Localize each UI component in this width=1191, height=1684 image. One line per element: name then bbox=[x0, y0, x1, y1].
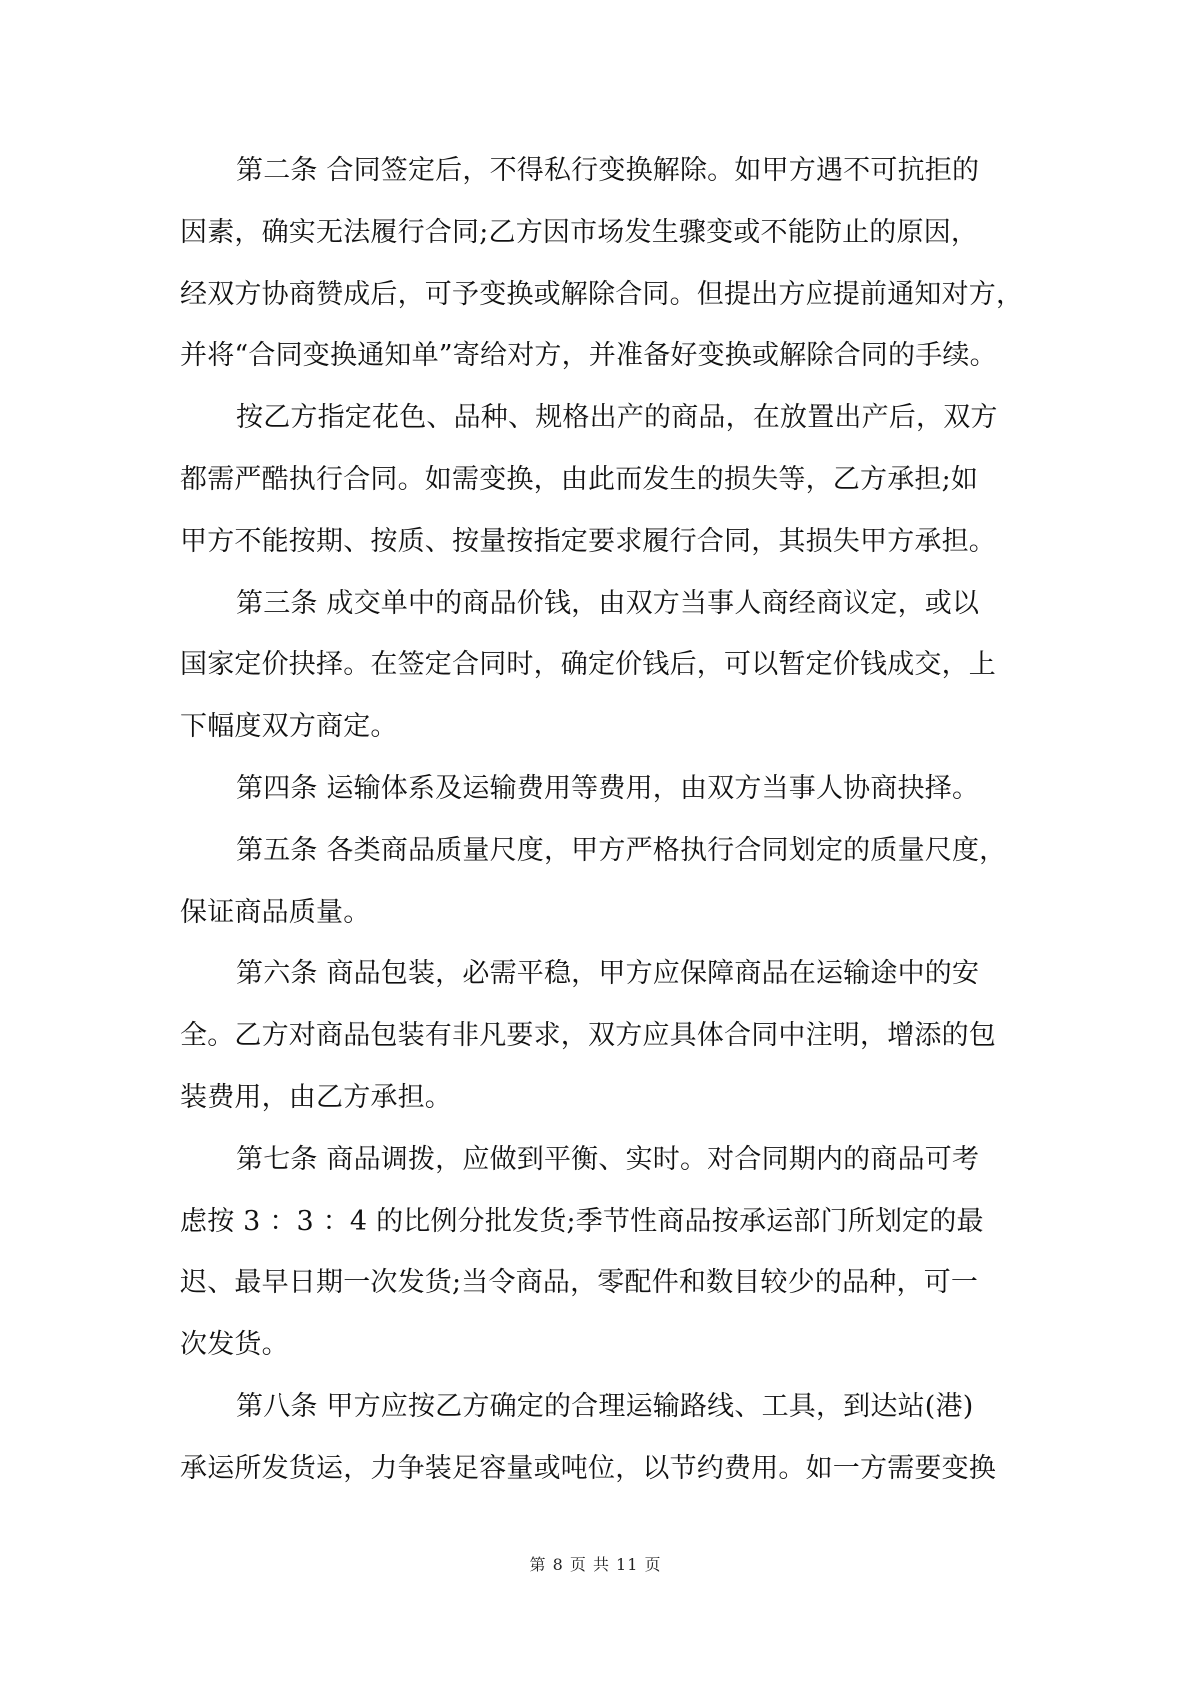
text-line: 第七条 商品调拨，应做到平衡、实时。对合同期内的商品可考 bbox=[236, 1143, 980, 1175]
text-line: 国家定价抉择。在签定合同时，确定价钱后，可以暂定价钱成交，上 bbox=[180, 649, 996, 681]
text-line: 保证商品质量。 bbox=[180, 896, 371, 928]
text-line: 第八条 甲方应按乙方确定的合理运输路线、工具，到达站(港) bbox=[236, 1390, 974, 1422]
text-line: 经双方协商赞成后，可予变换或解除合同。但提出方应提前通知对方， bbox=[180, 278, 1024, 310]
text-line: 装费用，由乙方承担。 bbox=[180, 1081, 452, 1113]
text-line: 次发货。 bbox=[180, 1329, 289, 1361]
text-line: 第五条 各类商品质量尺度，甲方严格执行合同划定的质量尺度， bbox=[236, 834, 1007, 866]
text-line: 甲方不能按期、按质、按量按指定要求履行合同，其损失甲方承担。 bbox=[180, 525, 996, 557]
text-line: 第六条 商品包装，必需平稳，甲方应保障商品在运输途中的安 bbox=[236, 958, 980, 990]
text-line: 并将“合同变换通知单”寄给对方，并准备好变换或解除合同的手续。 bbox=[180, 340, 997, 372]
text-line: 都需严酷执行合同。如需变换，由此而发生的损失等，乙方承担;如 bbox=[180, 463, 979, 495]
text-line: 按乙方指定花色、品种、规格出产的商品，在放置出产后，双方 bbox=[236, 402, 998, 434]
page-number-footer: 第 8 页 共 11 页 bbox=[529, 1555, 662, 1574]
text-line: 第二条 合同签定后，不得私行变换解除。如甲方遇不可抗拒的 bbox=[236, 155, 980, 186]
text-line: 第三条 成交单中的商品价钱，由双方当事人商经商议定，或以 bbox=[236, 587, 980, 619]
text-line: 虑按 3 ：3 ：4 的比例分批发货;季节性商品按承运部门所划定的最 bbox=[180, 1205, 984, 1237]
text-line: 迟、最早日期一次发货;当令商品，零配件和数目较少的品种，可一 bbox=[180, 1267, 979, 1299]
text-line: 下幅度双方商定。 bbox=[180, 711, 398, 743]
contract-body bbox=[180, 140, 1024, 1500]
text-line: 承运所发货运，力争装足容量或吨位，以节约费用。如一方需要变换 bbox=[180, 1452, 996, 1484]
text-line: 全。乙方对商品包装有非凡要求，双方应具体合同中注明，增添的包 bbox=[180, 1020, 996, 1052]
text-line: 因素，确实无法履行合同;乙方因市场发生骤变或不能防止的原因， bbox=[180, 216, 979, 248]
text-line: 第四条 运输体系及运输费用等费用，由双方当事人协商抉择。 bbox=[236, 772, 980, 804]
